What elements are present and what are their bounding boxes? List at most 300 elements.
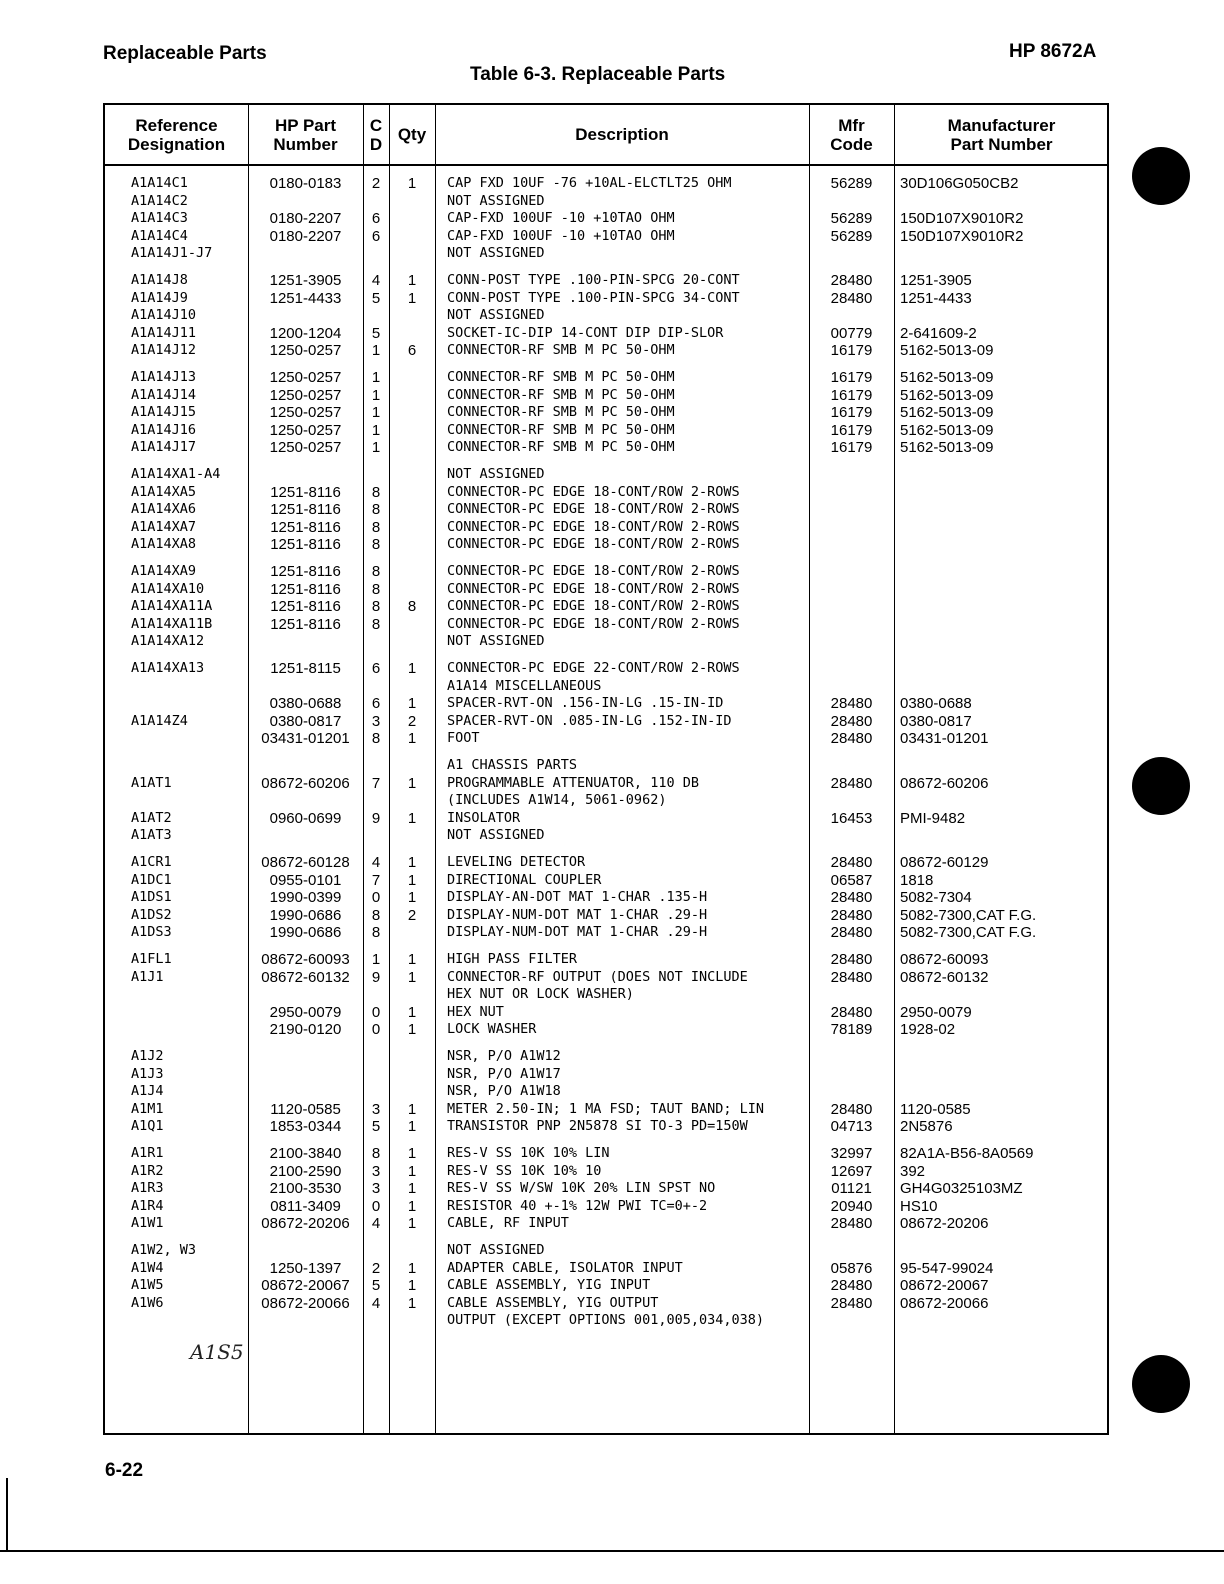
cell-ref: A1A14XA5 [131,483,197,500]
cell-mpn: 5162-5013-09 [900,342,994,360]
cell-part: 1250-0257 [269,439,342,457]
cell-desc: HEX NUT [447,1003,504,1020]
scan-margin-line [6,1478,8,1550]
cell-desc: PROGRAMMABLE ATTENUATOR, 110 DB [447,774,699,791]
cell-mpn: 1251-4433 [900,289,972,307]
cell-qty: 1 [407,1145,417,1162]
cell-part: 1251-8116 [270,598,341,616]
cell-cd: 8 [371,536,381,554]
cell-mfr: 16453 [830,809,873,827]
cell-mfr: 16179 [830,369,873,386]
cell-mfr: 12697 [830,1162,873,1180]
cell-desc: INSOLATOR [447,809,521,826]
cell-cd: 0 [371,1197,381,1215]
cell-cd: 8 [371,563,381,580]
cell-ref: A1A14J11 [131,324,197,341]
cell-desc: CONNECTOR-RF SMB M PC 50-OHM [447,369,675,385]
cell-desc: CONNECTOR-PC EDGE 18-CONT/ROW 2-ROWS [447,598,740,615]
cell-desc: NOT ASSIGNED [447,633,545,650]
cell-part: 1251-8116 [270,501,341,519]
cell-mpn: 0380-0688 [900,695,972,713]
cell-part: 1250-1397 [269,1259,342,1277]
cell-ref: A1A14J13 [131,369,197,385]
cell-desc: CONNECTOR-PC EDGE 18-CONT/ROW 2-ROWS [447,483,740,500]
cell-cd: 5 [371,289,381,307]
cell-cd: 1 [371,439,381,457]
cell-ref: A1A14J10 [131,307,197,324]
cell-desc: NOT ASSIGNED [447,827,545,844]
column-header-desc: Description [575,125,669,144]
cell-ref: A1R4 [131,1197,164,1214]
cell-mfr: 28480 [830,289,873,307]
cell-part: 1990-0686 [269,924,342,942]
cell-part: 1251-4433 [269,289,342,307]
model-number: HP 8672A [1009,41,1097,62]
cell-part: 0811-3409 [270,1197,341,1215]
cell-desc: CAP-FXD 100UF -10 +10TAO OHM [447,210,675,227]
cell-part: 08672-60132 [261,968,350,986]
cell-desc: HEX NUT OR LOCK WASHER) [447,986,634,1003]
cell-mpn: 2N5876 [900,1118,953,1136]
cell-qty: 1 [407,1021,417,1039]
cell-desc: CONNECTOR-PC EDGE 18-CONT/ROW 2-ROWS [447,580,740,597]
cell-cd: 4 [371,1215,381,1233]
cell-mpn: 150D107X9010R2 [900,210,1024,228]
cell-qty: 1 [407,774,417,792]
cell-desc: NOT ASSIGNED [447,1242,545,1258]
cell-desc: CONNECTOR-PC EDGE 18-CONT/ROW 2-ROWS [447,536,740,553]
cell-mpn: 1818 [900,871,934,889]
cell-desc: CONNECTOR-PC EDGE 18-CONT/ROW 2-ROWS [447,563,740,579]
cell-mpn: 08672-20066 [900,1294,989,1312]
cell-cd: 6 [371,660,381,677]
cell-ref: A1DS2 [131,906,172,923]
cell-mpn: 03431-01201 [900,730,989,748]
column-header-ref: Reference Designation [127,115,226,154]
cell-cd: 8 [371,580,381,598]
cell-mpn: 08672-20206 [900,1215,989,1233]
cell-mfr: 28480 [830,712,873,730]
cell-mfr: 16179 [830,421,873,439]
cell-desc: RES-V SS W/SW 10K 20% LIN SPST NO [447,1180,716,1197]
cell-cd: 7 [371,871,381,889]
cell-ref: A1A14C3 [131,210,188,227]
cell-ref: A1A14J17 [131,439,197,456]
cell-desc: CONN-POST TYPE .100-PIN-SPCG 34-CONT [447,289,740,306]
cell-desc: NOT ASSIGNED [447,466,545,482]
cell-desc: CONNECTOR-PC EDGE 18-CONT/ROW 2-ROWS [447,615,740,632]
scan-bottom-line [0,1550,1224,1552]
cell-part: 1251-8116 [270,563,341,580]
cell-part: 2100-3530 [269,1180,342,1198]
cell-qty: 1 [407,175,417,192]
cell-cd: 6 [371,227,381,245]
cell-qty: 1 [407,1259,417,1277]
cell-cd: 1 [371,404,381,422]
binder-hole [1132,757,1190,815]
cell-cd: 0 [371,1021,381,1039]
cell-desc: NOT ASSIGNED [447,307,545,324]
cell-ref: A1R2 [131,1162,164,1179]
cell-mfr: 28480 [830,906,873,924]
cell-desc: CONNECTOR-RF SMB M PC 50-OHM [447,386,675,403]
cell-desc: SPACER-RVT-ON .085-IN-LG .152-IN-ID [447,712,732,729]
cell-ref: A1DS3 [131,924,172,941]
cell-ref: A1A14J12 [131,342,197,359]
cell-mpn: 1251-3905 [900,272,972,289]
cell-cd: 9 [371,809,381,827]
cell-mpn: HS10 [900,1197,938,1215]
cell-part: 08672-20206 [261,1215,350,1233]
cell-qty: 1 [407,854,417,871]
cell-cd: 5 [371,1277,381,1295]
cell-mpn: PMI-9482 [900,809,966,827]
cell-cd: 0 [371,889,381,907]
cell-ref: A1J3 [131,1065,164,1082]
cell-desc: TRANSISTOR PNP 2N5878 SI TO-3 PD=150W [447,1118,748,1135]
cell-ref: A1A14XA11B [131,615,213,632]
cell-desc: RES-V SS 10K 10% LIN [447,1145,610,1161]
cell-mpn: 5162-5013-09 [900,386,994,404]
cell-mpn: 2950-0079 [900,1003,972,1021]
cell-cd: 3 [371,1180,381,1198]
cell-qty: 1 [407,809,417,827]
cell-cd: 3 [371,1162,381,1180]
cell-ref: A1M1 [131,1100,164,1117]
cell-mpn: 08672-60129 [900,854,989,871]
cell-desc: CAP-FXD 100UF -10 +10TAO OHM [447,227,675,244]
cell-cd: 8 [371,1145,381,1162]
cell-mpn: GH4G0325103MZ [900,1180,1023,1198]
cell-qty: 1 [407,1100,417,1118]
cell-part: 0180-2207 [269,210,342,228]
cell-qty: 1 [407,289,417,307]
cell-ref: A1A14XA7 [131,518,197,535]
cell-desc: CAP FXD 10UF -76 +10AL-ELCTLT25 OHM [447,175,732,191]
cell-ref: A1A14XA11A [131,598,213,615]
cell-mfr: 56289 [830,227,873,245]
cell-mfr: 05876 [830,1259,873,1277]
cell-cd: 3 [371,1100,381,1118]
cell-ref: A1W5 [131,1277,164,1294]
page-number: 6-22 [105,1460,144,1481]
cell-desc: DISPLAY-AN-DOT MAT 1-CHAR .135-H [447,889,708,906]
cell-mpn: 5162-5013-09 [900,369,994,386]
cell-desc: DISPLAY-NUM-DOT MAT 1-CHAR .29-H [447,906,708,923]
cell-desc: CONNECTOR-RF SMB M PC 50-OHM [447,404,675,421]
cell-ref: A1W2, W3 [131,1242,197,1258]
cell-ref: A1A14XA6 [131,501,197,518]
cell-qty: 1 [407,889,417,907]
cell-mfr: 56289 [830,175,873,192]
cell-mfr: 01121 [831,1180,872,1198]
cell-qty: 1 [407,1003,417,1021]
cell-mfr: 28480 [830,1100,873,1118]
cell-part: 1251-8116 [270,536,341,554]
cell-qty: 2 [407,906,417,924]
cell-ref: A1A14C1 [131,175,188,191]
cell-mpn: 30D106G050CB2 [900,175,1019,192]
cell-mfr: 28480 [830,1294,873,1312]
cell-cd: 1 [371,386,381,404]
cell-desc: RESISTOR 40 +-1% 12W PWI TC=0+-2 [447,1197,708,1214]
cell-desc: (INCLUDES A1W14, 5061-0962) [447,792,667,809]
cell-ref: A1A14XA12 [131,633,205,650]
cell-cd: 4 [371,272,381,289]
cell-part: 2950-0079 [269,1003,342,1021]
cell-mfr: 78189 [830,1021,873,1039]
cell-mpn: 08672-60206 [900,774,989,792]
cell-mpn: 1120-0585 [900,1100,971,1118]
cell-qty: 1 [407,660,417,677]
cell-desc: LOCK WASHER [447,1021,537,1038]
cell-cd: 1 [371,369,381,386]
cell-cd: 1 [371,951,381,968]
cell-ref: A1A14C4 [131,227,188,244]
column-header-cd: C D [369,115,383,154]
cell-part: 08672-60206 [261,774,350,792]
cell-part: 1990-0399 [269,889,342,907]
cell-ref: A1A14XA8 [131,536,197,553]
cell-ref: A1A14Z4 [131,712,188,729]
cell-desc: OUTPUT (EXCEPT OPTIONS 001,005,034,038) [447,1312,764,1329]
cell-mpn: 150D107X9010R2 [900,227,1024,245]
cell-mpn: 5162-5013-09 [900,404,994,422]
cell-cd: 3 [371,712,381,730]
cell-cd: 8 [371,483,381,501]
cell-mfr: 16179 [830,439,873,457]
cell-ref: A1CR1 [131,854,172,870]
cell-mpn: 0380-0817 [900,712,972,730]
cell-mfr: 16179 [830,342,873,360]
cell-desc: CABLE, RF INPUT [447,1215,569,1232]
cell-desc: NSR, P/O A1W12 [447,1048,561,1064]
cell-ref: A1DC1 [131,871,172,888]
cell-qty: 1 [407,968,417,986]
cell-mfr: 28480 [830,968,873,986]
cell-part: 0380-0817 [269,712,342,730]
cell-mfr: 06587 [830,871,873,889]
cell-part: 03431-01201 [261,730,350,748]
cell-qty: 1 [407,1294,417,1312]
column-header-part: HP Part Number [273,115,338,154]
cell-ref: A1J1 [131,968,164,985]
cell-cd: 8 [371,730,381,748]
cell-part: 08672-20066 [261,1294,350,1312]
cell-desc: A1A14 MISCELLANEOUS [447,677,602,694]
cell-mpn: 1928-02 [900,1021,956,1039]
cell-mpn: 5162-5013-09 [900,421,994,439]
cell-ref: A1FL1 [131,951,172,967]
cell-part: 08672-60128 [261,854,350,871]
cell-mfr: 16179 [830,404,873,422]
cell-part: 0180-2207 [269,227,342,245]
cell-cd: 1 [371,421,381,439]
cell-part: 1251-8115 [270,660,341,677]
cell-ref: A1A14XA10 [131,580,205,597]
cell-part: 1251-8116 [270,483,341,501]
cell-desc: FOOT [447,730,480,747]
column-header-mfr: Mfr Code [830,115,873,154]
column-header-qty: Qty [397,125,427,144]
header-divider [105,164,1107,166]
cell-qty: 8 [407,598,417,616]
cell-ref: A1J4 [131,1083,164,1100]
cell-desc: SPACER-RVT-ON .156-IN-LG .15-IN-ID [447,695,724,712]
cell-mfr: 28480 [830,924,873,942]
cell-mpn: 82A1A-B56-8A0569 [900,1145,1034,1162]
cell-desc: DIRECTIONAL COUPLER [447,871,602,888]
cell-qty: 1 [407,1215,417,1233]
cell-desc: NOT ASSIGNED [447,245,545,262]
cell-ref: A1A14XA1-A4 [131,466,221,482]
cell-cd: 5 [371,324,381,342]
cell-mfr: 04713 [830,1118,873,1136]
cell-mpn: 08672-20067 [900,1277,989,1295]
cell-qty: 2 [407,712,417,730]
cell-desc: DISPLAY-NUM-DOT MAT 1-CHAR .29-H [447,924,708,941]
cell-mfr: 20940 [830,1197,873,1215]
cell-mfr: 28480 [830,889,873,907]
cell-qty: 1 [407,730,417,748]
cell-ref: A1A14XA13 [131,660,205,676]
cell-desc: CONNECTOR-PC EDGE 18-CONT/ROW 2-ROWS [447,501,740,518]
cell-part: 1853-0344 [269,1118,342,1136]
cell-part: 1200-1204 [269,324,342,342]
cell-ref: A1AT3 [131,827,172,844]
cell-desc: CONNECTOR-RF SMB M PC 50-OHM [447,342,675,359]
cell-part: 2190-0120 [269,1021,342,1039]
cell-desc: NSR, P/O A1W17 [447,1065,561,1082]
binder-hole [1132,1355,1190,1413]
cell-desc: METER 2.50-IN; 1 MA FSD; TAUT BAND; LIN [447,1100,764,1117]
cell-mpn: 5082-7300,CAT F.G. [900,924,1037,942]
cell-qty: 1 [407,1277,417,1295]
cell-mfr: 28480 [830,730,873,748]
cell-part: 08672-60093 [261,951,350,968]
cell-ref: A1AT1 [131,774,172,791]
cell-desc: A1 CHASSIS PARTS [447,757,578,773]
cell-ref: A1A14J16 [131,421,197,438]
cell-ref: A1DS1 [131,889,172,906]
cell-qty: 1 [407,951,417,968]
cell-mfr: 28480 [830,774,873,792]
cell-ref: A1A14J8 [131,272,188,288]
column-header-mpn: Manufacturer Part Number [947,115,1056,154]
cell-mpn: 08672-60093 [900,951,989,968]
cell-part: 1250-0257 [269,369,342,386]
cell-part: 1251-3905 [269,272,342,289]
cell-cd: 6 [371,210,381,228]
cell-part: 0955-0101 [269,871,342,889]
cell-mfr: 28480 [830,272,873,289]
cell-mfr: 56289 [830,210,873,228]
cell-qty: 1 [407,1197,417,1215]
cell-desc: CONN-POST TYPE .100-PIN-SPCG 20-CONT [447,272,740,288]
cell-desc: CONNECTOR-PC EDGE 22-CONT/ROW 2-ROWS [447,660,740,676]
cell-cd: 2 [371,1259,381,1277]
cell-part: 1250-0257 [269,421,342,439]
cell-qty: 1 [407,272,417,289]
cell-cd: 8 [371,598,381,616]
cell-part: 08672-20067 [261,1277,350,1295]
cell-desc: CONNECTOR-RF SMB M PC 50-OHM [447,439,675,456]
cell-ref: A1W1 [131,1215,164,1232]
binder-hole [1132,147,1190,205]
cell-cd: 9 [371,968,381,986]
cell-mpn: 5162-5013-09 [900,439,994,457]
cell-qty: 1 [407,871,417,889]
column-divider [435,105,436,1433]
cell-desc: HIGH PASS FILTER [447,951,578,967]
cell-mfr: 28480 [830,1215,873,1233]
cell-part: 1250-0257 [269,386,342,404]
cell-ref: A1R1 [131,1145,164,1161]
cell-mfr: 28480 [830,1003,873,1021]
cell-part: 1250-0257 [269,342,342,360]
cell-ref: A1R3 [131,1180,164,1197]
cell-ref: A1Q1 [131,1118,164,1135]
cell-cd: 7 [371,774,381,792]
cell-mfr: 28480 [830,1277,873,1295]
cell-desc: RES-V SS 10K 10% 10 [447,1162,602,1179]
cell-mfr: 32997 [830,1145,873,1162]
cell-desc: CONNECTOR-PC EDGE 18-CONT/ROW 2-ROWS [447,518,740,535]
cell-desc: ADAPTER CABLE, ISOLATOR INPUT [447,1259,683,1276]
cell-mfr: 00779 [830,324,873,342]
table-title: Table 6-3. Replaceable Parts [470,64,726,85]
cell-part: 2100-3840 [269,1145,342,1162]
cell-cd: 8 [371,906,381,924]
cell-mfr: 28480 [830,951,873,968]
cell-part: 2100-2590 [269,1162,342,1180]
cell-cd: 8 [371,501,381,519]
cell-desc: CONNECTOR-RF OUTPUT (DOES NOT INCLUDE [447,968,748,985]
cell-cd: 4 [371,1294,381,1312]
cell-desc: NOT ASSIGNED [447,192,545,209]
cell-part: 1251-8116 [270,615,341,633]
cell-desc: LEVELING DETECTOR [447,854,586,870]
cell-desc: CONNECTOR-RF SMB M PC 50-OHM [447,421,675,438]
cell-cd: 2 [371,175,381,192]
section-title: Replaceable Parts [103,43,267,64]
cell-desc: CABLE ASSEMBLY, YIG OUTPUT [447,1294,659,1311]
cell-qty: 6 [407,342,417,360]
cell-ref: A1A14J14 [131,386,197,403]
cell-mpn: 08672-60132 [900,968,989,986]
cell-qty: 1 [407,1118,417,1136]
cell-part: 1251-8116 [270,580,341,598]
cell-cd: 6 [371,695,381,713]
cell-cd: 1 [371,342,381,360]
cell-desc: CABLE ASSEMBLY, YIG INPUT [447,1277,651,1294]
cell-part: 0380-0688 [269,695,342,713]
cell-part: 0960-0699 [269,809,342,827]
cell-mpn: 5082-7300,CAT F.G. [900,906,1037,924]
handwritten-note: A1S5 [190,1340,244,1364]
cell-mpn: 95-547-99024 [900,1259,994,1277]
cell-ref: A1A14C2 [131,192,188,209]
cell-qty: 1 [407,1180,417,1198]
cell-part: 1251-8116 [270,518,341,536]
cell-mfr: 16179 [830,386,873,404]
cell-cd: 0 [371,1003,381,1021]
cell-part: 1120-0585 [270,1100,341,1118]
cell-mpn: 5082-7304 [900,889,972,907]
cell-ref: A1AT2 [131,809,172,826]
cell-cd: 4 [371,854,381,871]
parts-table [103,103,1109,1435]
